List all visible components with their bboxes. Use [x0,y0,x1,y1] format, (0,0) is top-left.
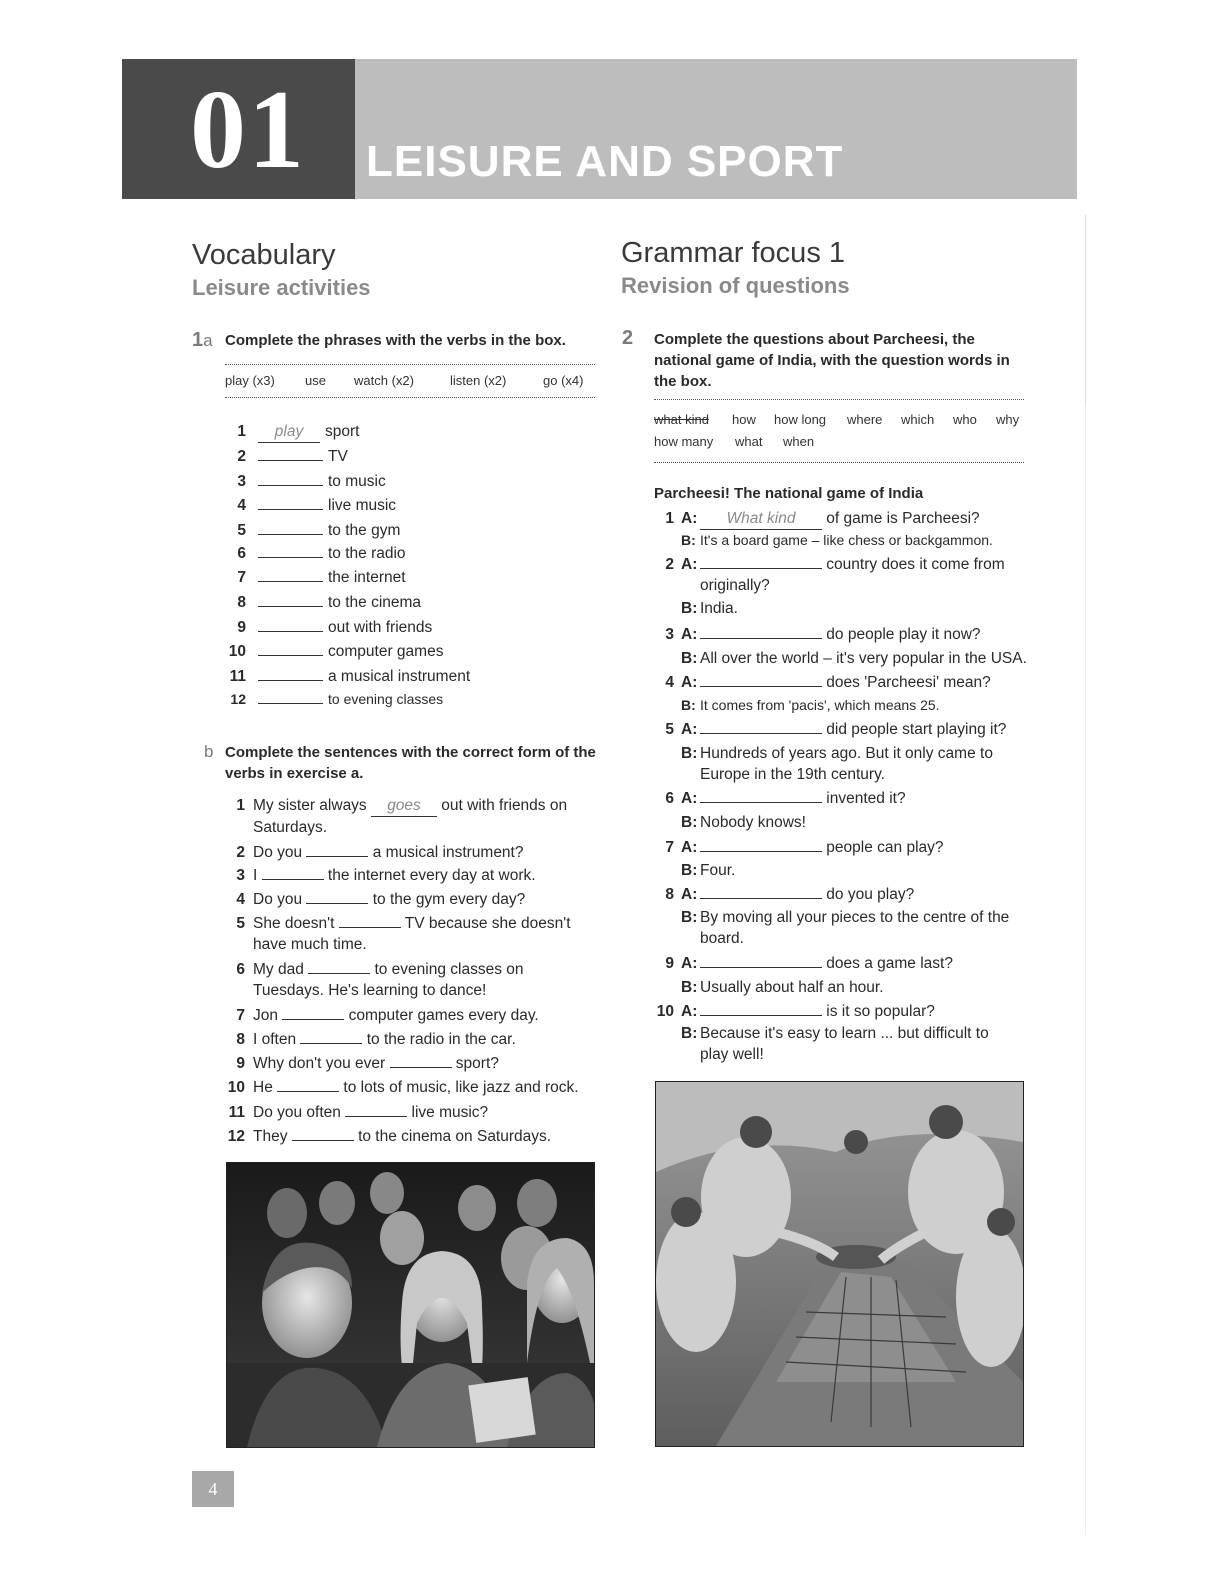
exercise-2-instruction: Complete the questions about Parcheesi, the national game of India, with the question words in the box. [654,331,1010,390]
grammar-subtitle: Revision of questions [621,273,850,298]
answer-blank[interactable] [300,1029,362,1044]
unit-title: LEISURE AND SPORT [366,137,844,186]
answer-blank[interactable] [258,446,323,461]
answer-blank[interactable] [258,617,323,632]
box-word: what kind [654,412,709,427]
answer-blank[interactable] [258,495,323,510]
exercise-1a-heading [192,329,213,352]
box-word: go (x4) [543,373,584,388]
list-item: 5 to the gym [237,522,401,539]
answer-blank[interactable] [700,624,822,639]
answer-blank[interactable] [258,689,323,704]
answer-blank[interactable] [258,567,323,582]
cinema-audience-image [227,1163,594,1447]
box-word: watch (x2) [354,373,414,388]
list-item: 9 out with friends [237,619,433,636]
reading-title: Parcheesi! The national game of India [654,485,924,502]
answer-blank[interactable] [258,641,323,656]
cinema-audience-photo [226,1162,595,1448]
exercise-1b-letter: b [204,742,214,761]
answer-blank[interactable] [700,884,822,899]
answer-blank[interactable] [345,1102,407,1117]
list-item: 3 to music [237,473,386,490]
answer-blank[interactable] [282,1005,344,1020]
list-item: 7 the internet [237,569,406,586]
answer-blank[interactable]: What kind [700,508,822,530]
box-word: when [783,434,815,449]
answer-blank[interactable] [339,913,401,928]
answer-blank[interactable] [258,520,323,535]
word-box-top [225,364,595,365]
list-item: 12 to evening classes [230,691,444,707]
answer-blank[interactable] [258,471,323,486]
answer-blank[interactable] [700,1001,822,1016]
answer-blank[interactable] [258,592,323,607]
parcheesi-players-photo [655,1081,1024,1447]
answer-blank[interactable] [262,865,324,880]
answer-blank[interactable] [390,1053,452,1068]
answer-blank[interactable] [306,842,368,857]
list-item: 11 a musical instrument [229,668,471,685]
box-word: how long [774,412,827,427]
answer-blank[interactable] [277,1077,339,1092]
answer-blank[interactable]: play [258,422,320,443]
answer-blank[interactable] [700,837,822,852]
exercise-letter: a [203,331,213,350]
parcheesi-players-image [656,1082,1023,1446]
list-item: 2 TV [237,448,348,465]
box-word: why [996,412,1020,427]
sentence-item: 1 My sister always goes out with friends on Saturdays. [236,797,568,836]
box-word: which [901,412,935,427]
word-box-bottom [654,462,1024,463]
answer-blank[interactable] [700,554,822,569]
answer-blank[interactable] [700,719,822,734]
unit-number: 01 [190,68,306,192]
vocabulary-subtitle: Leisure activities [192,275,371,300]
word-box-bottom [225,397,595,398]
box-word: use [305,373,326,388]
box-word: how [732,412,756,427]
box-word: play (x3) [225,373,275,388]
grammar-title: Grammar focus 1 [621,237,845,269]
box-word: who [953,412,977,427]
box-word: where [847,412,883,427]
list-item: 4 live music [237,497,397,514]
box-word: how many [654,434,714,449]
list-item: 10 computer games [228,643,444,660]
list-item: 8 to the cinema [237,594,422,611]
answer-blank[interactable] [258,666,323,681]
answer-blank[interactable] [306,889,368,904]
list-item: 1 play sport [222,422,359,443]
answer-blank[interactable] [700,788,822,803]
answer-blank[interactable] [308,959,370,974]
margin-line [1085,215,1086,405]
exercise-number: 1 [192,329,204,351]
page-number: 4 [192,1471,234,1507]
answer-blank[interactable] [700,953,822,968]
margin-line [1085,405,1086,1535]
exercise-1b-instruction: Complete the sentences with the correct form of the verbs in exercise a. [225,744,596,782]
exercise-2-number: 2 [622,327,634,349]
answer-blank[interactable] [258,543,323,558]
box-word: what [735,434,763,449]
vocabulary-title: Vocabulary [192,239,336,271]
exercise-1a-instruction: Complete the phrases with the verbs in the box. [225,332,566,349]
box-word: listen (x2) [450,373,507,388]
answer-blank[interactable]: goes [371,795,437,817]
word-box-top [654,399,1024,400]
answer-blank[interactable] [700,672,822,687]
list-item: 6 to the radio [237,545,406,562]
answer-blank[interactable] [292,1126,354,1141]
